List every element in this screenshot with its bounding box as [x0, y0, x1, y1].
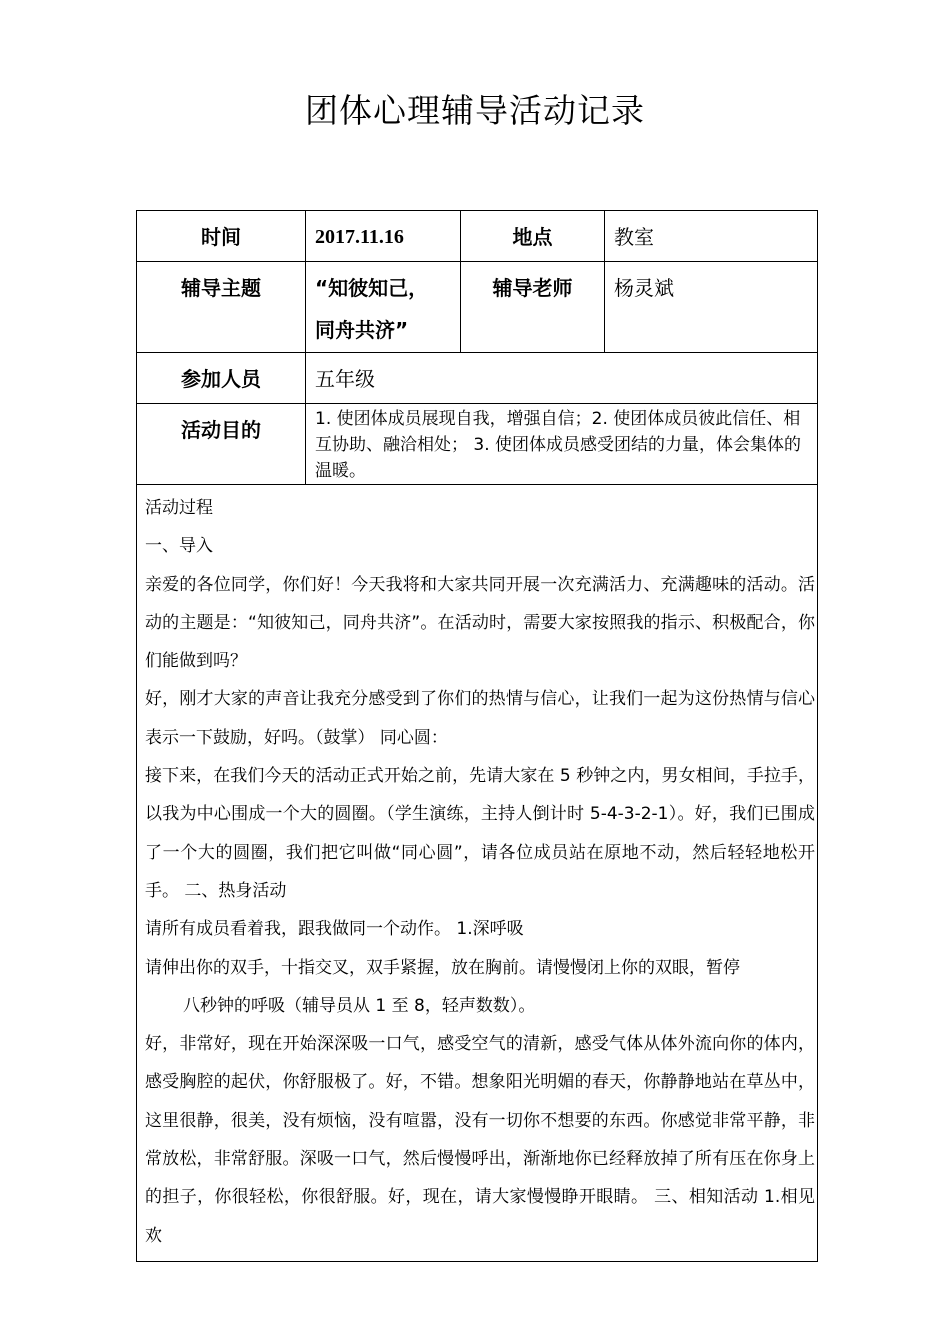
row-process: [137, 485, 818, 1262]
theme-value-line2: 同舟共济”: [315, 318, 409, 342]
row-goal: [137, 404, 818, 485]
theme-value: [306, 262, 461, 353]
time-label: 时间: [137, 211, 306, 262]
row-time-place: [137, 211, 818, 262]
teacher-value: 杨灵斌: [605, 262, 818, 353]
process-paragraph: 请所有成员看着我，跟我做同一个动作。 1.深呼吸: [145, 919, 524, 940]
process-paragraph: 亲爱的各位同学，你们好！今天我将和大家共同开展一次充满活力、充满趣味的活动。活动的主题是：“知彼知己，同舟共济”。在活动时，需要大家按照我的指示、积极配合，你们能做到吗？: [145, 574, 815, 672]
process-paragraph: 接下来，在我们今天的活动正式开始之前，先请大家在 5 秒钟之内，男女相间，手拉手，以我为中心围成一个大的圆圈。（学生演练，主持人倒计时 5-4-3-2-1）。好，我们已围成了一个大的圆圈，我们把它叫做“同心圆”，请各位成员站在原地不动，然后轻轻地松开手。 二、热身活动: [145, 766, 815, 901]
process-paragraph: 请伸出你的双手，十指交叉，双手紧握，放在胸前。请慢慢闭上你的双眼，暂停: [145, 957, 740, 978]
participants-value: 五年级: [306, 353, 818, 404]
process-paragraph: 八秒钟的呼吸（辅导员从 1 至 8，轻声数数）。: [183, 995, 536, 1016]
process-paragraph: 好，非常好，现在开始深深吸一口气，感受空气的清新，感受气体从体外流向你的体内，感受胸腔的起伏，你舒服极了。好，不错。想象阳光明媚的春天，你静静地站在草丛中，这里很静，很美，没有烦恼，没有喧嚣，没有一切你不想要的东西。你感觉非常平静，非常放松，非常舒服。深吸一口气，然后慢慢呼出，渐渐地你已经释放掉了所有压在你身上的担子，你很轻松，你很舒服。好，现在，请大家慢慢睁开眼睛。 三、相知活动 1.相见欢: [145, 1034, 815, 1246]
process-paragraph: 好，刚才大家的声音让我充分感受到了你们的热情与信心，让我们一起为这份热情与信心表示一下鼓励，好吗。（鼓掌） 同心圆：: [145, 689, 815, 748]
place-label: 地点: [461, 211, 605, 262]
activity-record-table: [136, 210, 818, 1262]
process-cell: [137, 485, 818, 1262]
row-participants: [137, 353, 818, 404]
process-heading: 活动过程: [145, 498, 213, 518]
goal-value: 1. 使团体成员展现自我，增强自信；2. 使团体成员彼此信任、相互协助、融洽相处； 3. 使团体成员感受团结的力量，体会集体的温暖。: [306, 404, 818, 485]
goal-label: 活动目的: [137, 404, 306, 485]
place-value: 教室: [605, 211, 818, 262]
page-title: 团体心理辅导活动记录: [305, 91, 645, 130]
participants-label: 参加人员: [137, 353, 306, 404]
teacher-label: 辅导老师: [461, 262, 605, 353]
process-paragraph: 一、导入: [145, 536, 213, 557]
time-value: 2017.11.16: [306, 211, 461, 262]
theme-label: 辅导主题: [137, 262, 306, 353]
theme-value-line1: “知彼知己，: [315, 276, 429, 300]
row-theme-teacher: [137, 262, 818, 353]
